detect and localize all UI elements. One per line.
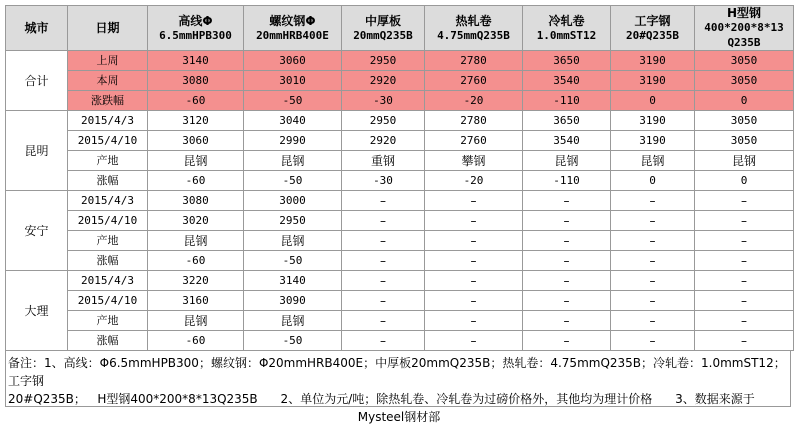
price-cell: – (342, 231, 425, 251)
row-label-cell: 2015/4/10 (68, 291, 148, 311)
price-cell: 3540 (523, 131, 611, 151)
price-cell: – (611, 251, 695, 271)
price-cell: 2760 (425, 71, 523, 91)
price-cell: – (523, 231, 611, 251)
price-cell: – (523, 191, 611, 211)
price-cell: – (425, 251, 523, 271)
price-cell: – (425, 311, 523, 331)
price-cell: 3140 (148, 51, 244, 71)
price-cell: 3050 (695, 71, 794, 91)
price-cell: -20 (425, 171, 523, 191)
city-cell: 安宁 (6, 191, 68, 271)
table-row (6, 171, 794, 191)
price-cell: 3000 (244, 191, 342, 211)
price-cell: 昆钢 (148, 151, 244, 171)
price-cell: – (342, 271, 425, 291)
price-cell: – (425, 271, 523, 291)
price-cell: – (425, 191, 523, 211)
row-label-cell: 本周 (68, 71, 148, 91)
price-cell: -50 (244, 331, 342, 351)
price-cell: -60 (148, 251, 244, 271)
price-cell: 3080 (148, 71, 244, 91)
steel-price-table (5, 5, 794, 351)
header-cold-rolled: 冷轧卷 1.0mmST12 (523, 6, 611, 51)
price-cell: 3540 (523, 71, 611, 91)
price-cell: 3650 (523, 111, 611, 131)
city-cell: 合计 (6, 51, 68, 111)
price-cell: 3090 (244, 291, 342, 311)
header-hot-rolled: 热轧卷 4.75mmQ235B (425, 6, 523, 51)
price-cell: 2950 (342, 51, 425, 71)
price-cell: – (695, 251, 794, 271)
price-cell: 2920 (342, 131, 425, 151)
table-row (6, 331, 794, 351)
price-cell: 2920 (342, 71, 425, 91)
price-cell: 昆钢 (244, 151, 342, 171)
price-cell: – (611, 191, 695, 211)
city-cell: 大理 (6, 271, 68, 351)
price-cell: – (695, 271, 794, 291)
footnote-line-1: 备注：1、高线：Φ6.5mmHPB300；螺纹钢：Φ20mmHRB400E；中厚板20mmQ235B；热轧卷：4.75mmQ235B；冷轧卷：1.0mmST12；工字钢 (8, 356, 786, 388)
price-cell: – (425, 211, 523, 231)
price-cell: 昆钢 (695, 151, 794, 171)
price-cell: – (611, 291, 695, 311)
table-row (6, 111, 794, 131)
header-h-beam: H型钢 400*200*8*13 Q235B (695, 6, 794, 51)
header-city: 城市 (6, 6, 68, 51)
price-cell: 3020 (148, 211, 244, 231)
price-cell: – (342, 251, 425, 271)
table-row (6, 71, 794, 91)
price-cell: – (523, 311, 611, 331)
price-cell: 0 (695, 91, 794, 111)
table-row (6, 51, 794, 71)
price-cell: 2780 (425, 111, 523, 131)
price-cell: 3060 (244, 51, 342, 71)
price-cell: -110 (523, 171, 611, 191)
price-cell: -20 (425, 91, 523, 111)
price-cell: 3050 (695, 131, 794, 151)
price-cell: 3190 (611, 51, 695, 71)
row-label-cell: 2015/4/10 (68, 131, 148, 151)
row-label-cell: 涨幅 (68, 171, 148, 191)
price-cell: – (611, 331, 695, 351)
price-cell: – (523, 211, 611, 231)
price-cell: 3220 (148, 271, 244, 291)
price-cell: 3050 (695, 111, 794, 131)
price-cell: 0 (695, 171, 794, 191)
price-cell: 昆钢 (148, 311, 244, 331)
price-cell: -50 (244, 91, 342, 111)
price-cell: 2990 (244, 131, 342, 151)
price-cell: – (425, 231, 523, 251)
price-cell: -60 (148, 91, 244, 111)
price-cell: 昆钢 (244, 231, 342, 251)
header-medium-plate: 中厚板 20mmQ235B (342, 6, 425, 51)
price-cell: 2950 (342, 111, 425, 131)
price-cell: – (695, 331, 794, 351)
row-label-cell: 上周 (68, 51, 148, 71)
table-row (6, 191, 794, 211)
price-cell: 2950 (244, 211, 342, 231)
header-i-beam: 工字钢 20#Q235B (611, 6, 695, 51)
table-row (6, 131, 794, 151)
price-cell: 3050 (695, 51, 794, 71)
footnote-line-3: Mysteel钢材部 (357, 410, 441, 424)
price-cell: – (695, 211, 794, 231)
price-cell: -110 (523, 91, 611, 111)
price-cell: 昆钢 (523, 151, 611, 171)
table-row (6, 211, 794, 231)
price-cell: – (695, 231, 794, 251)
price-cell: 0 (611, 91, 695, 111)
price-cell: – (695, 291, 794, 311)
price-cell: – (523, 251, 611, 271)
price-cell: -60 (148, 331, 244, 351)
price-cell: 昆钢 (611, 151, 695, 171)
price-cell: – (523, 331, 611, 351)
price-cell: 3140 (244, 271, 342, 291)
price-cell: 0 (611, 171, 695, 191)
city-cell: 昆明 (6, 111, 68, 191)
table-row (6, 151, 794, 171)
price-cell: – (695, 191, 794, 211)
row-label-cell: 2015/4/3 (68, 111, 148, 131)
table-row (6, 271, 794, 291)
table-row (6, 311, 794, 331)
price-cell: 3650 (523, 51, 611, 71)
price-cell: -50 (244, 251, 342, 271)
price-cell: -50 (244, 171, 342, 191)
header-wire-rod: 高线Φ 6.5mmHPB300 (148, 6, 244, 51)
row-label-cell: 涨跌幅 (68, 91, 148, 111)
price-cell: 3040 (244, 111, 342, 131)
price-cell: – (342, 211, 425, 231)
price-cell: – (523, 291, 611, 311)
row-label-cell: 2015/4/3 (68, 191, 148, 211)
price-cell: -30 (342, 91, 425, 111)
row-label-cell: 涨幅 (68, 251, 148, 271)
price-cell: 3190 (611, 71, 695, 91)
price-cell: 3060 (148, 131, 244, 151)
row-label-cell: 产地 (68, 231, 148, 251)
price-cell: – (611, 311, 695, 331)
price-cell: 3010 (244, 71, 342, 91)
price-cell: 3190 (611, 111, 695, 131)
table-row (6, 251, 794, 271)
table-row (6, 231, 794, 251)
price-cell: – (523, 271, 611, 291)
price-cell: – (342, 331, 425, 351)
footnote (5, 351, 791, 424)
row-label-cell: 2015/4/3 (68, 271, 148, 291)
header-date: 日期 (68, 6, 148, 51)
table-row (6, 91, 794, 111)
price-cell: 2780 (425, 51, 523, 71)
price-cell: 3160 (148, 291, 244, 311)
price-cell: 3190 (611, 131, 695, 151)
table-row (6, 291, 794, 311)
price-cell: – (695, 311, 794, 331)
price-cell: 攀钢 (425, 151, 523, 171)
footnote-line-2: 20#Q235B； H型钢400*200*8*13Q235B 2、单位为元/吨；除热轧卷、冷轧卷为过磅价格外，其他均为理计价格 3、数据来源于 (8, 392, 755, 406)
price-cell: 2760 (425, 131, 523, 151)
price-cell: – (611, 211, 695, 231)
row-label-cell: 涨幅 (68, 331, 148, 351)
price-cell: -30 (342, 171, 425, 191)
header-rebar: 螺纹钢Φ 20mmHRB400E (244, 6, 342, 51)
price-cell: 昆钢 (148, 231, 244, 251)
price-cell: 3120 (148, 111, 244, 131)
table-body (6, 51, 794, 351)
price-cell: 3080 (148, 191, 244, 211)
row-label-cell: 产地 (68, 151, 148, 171)
price-cell: – (611, 271, 695, 291)
price-cell: -60 (148, 171, 244, 191)
header-row (6, 6, 794, 51)
price-cell: – (611, 231, 695, 251)
price-cell: 昆钢 (244, 311, 342, 331)
price-cell: – (342, 291, 425, 311)
price-cell: – (342, 311, 425, 331)
row-label-cell: 2015/4/10 (68, 211, 148, 231)
price-cell: – (425, 291, 523, 311)
price-cell: – (342, 191, 425, 211)
price-cell: – (425, 331, 523, 351)
row-label-cell: 产地 (68, 311, 148, 331)
price-cell: 重钢 (342, 151, 425, 171)
